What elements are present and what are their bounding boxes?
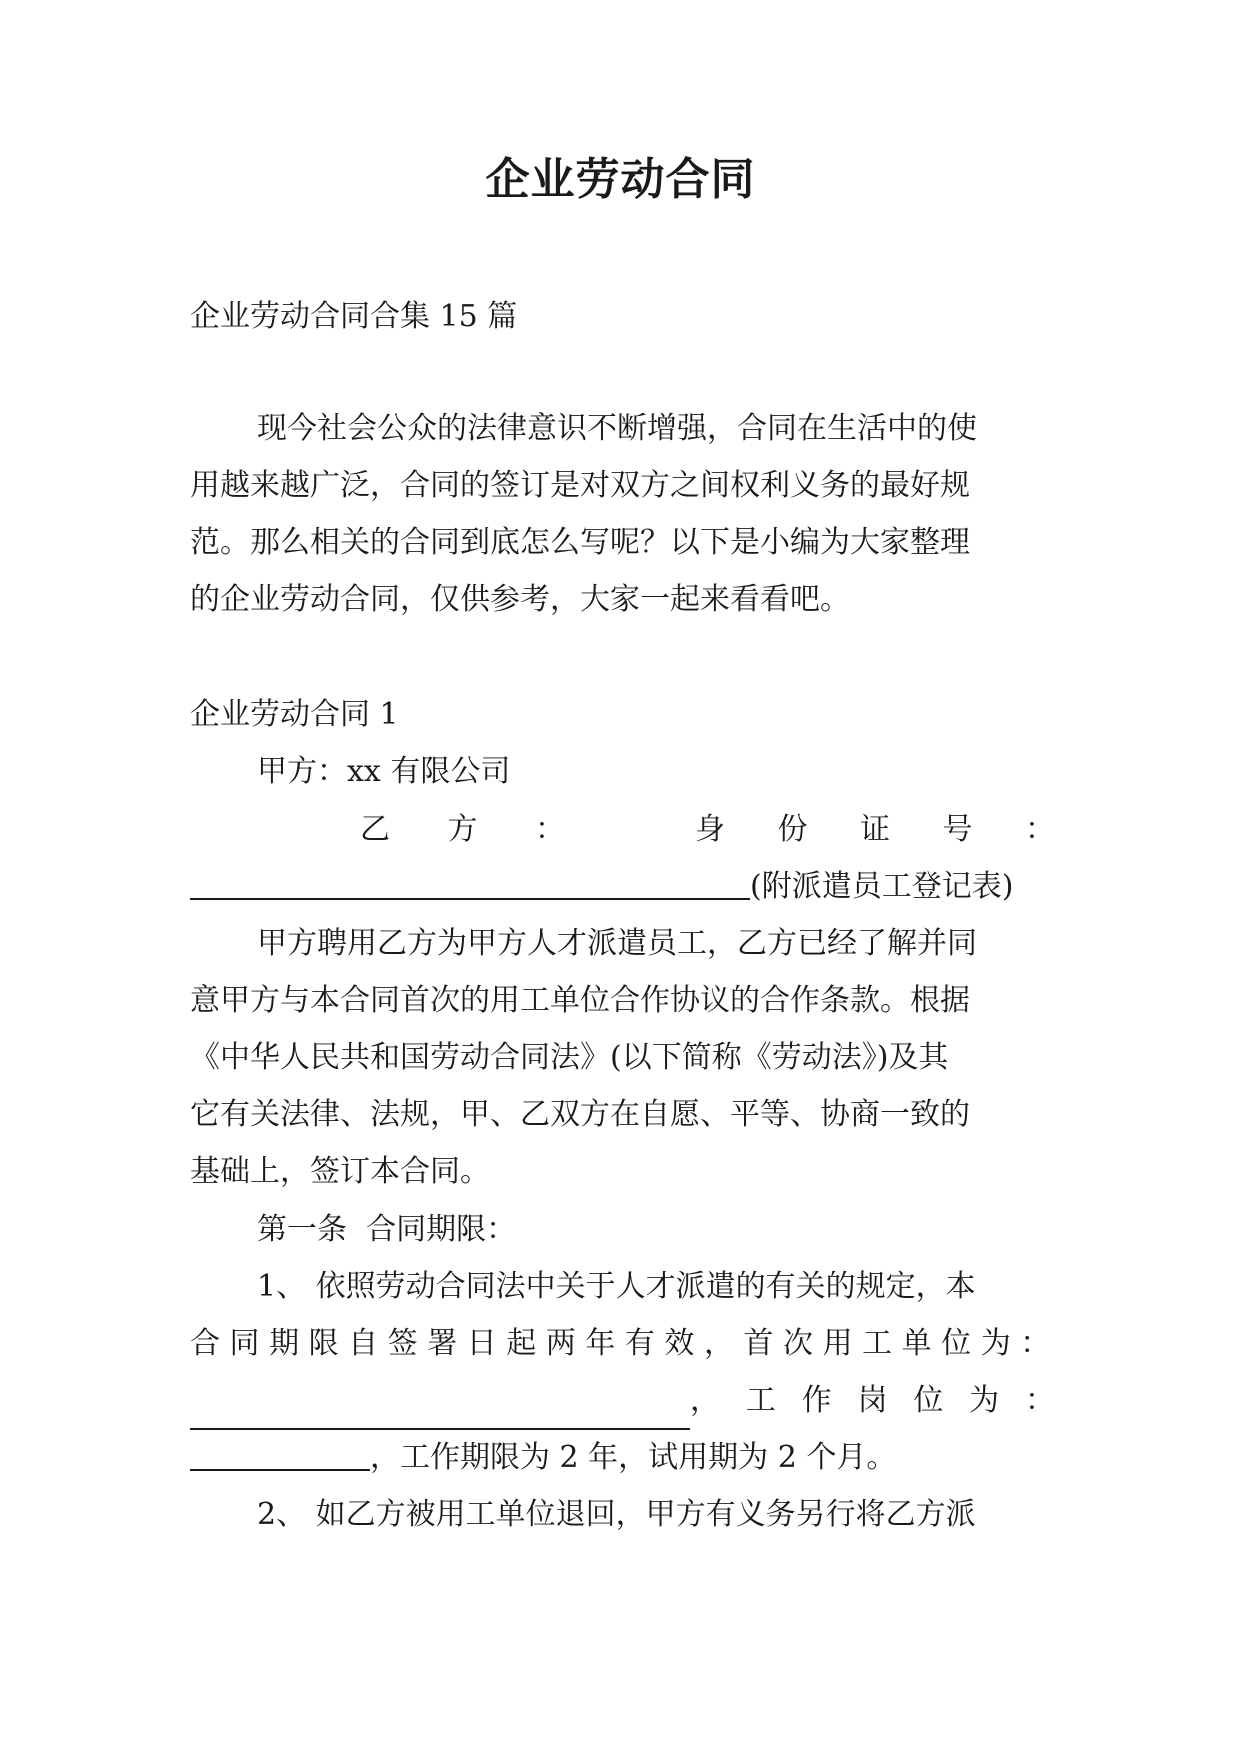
position-char: 作 bbox=[801, 1383, 832, 1418]
clause-1-line-2: 合 同 期 限 自 签 署 日 起 两 年 有 效 ， 首 次 用 工 单 位 为 ： bbox=[190, 1326, 1051, 1361]
position-char: 岗 bbox=[857, 1383, 888, 1418]
intro-line-2: 用越来越广泛，合同的签订是对双方之间权利义务的最好规 bbox=[190, 468, 970, 503]
section-heading: 企业劳动合同 1 bbox=[190, 697, 399, 732]
intro-line-4: 的企业劳动合同，仅供参考，大家一起来看看吧。 bbox=[190, 582, 850, 617]
body-line-1: 甲方聘用乙方为甲方人才派遣员工，乙方已经了解并同 bbox=[257, 926, 977, 961]
party-b-line bbox=[360, 801, 1055, 859]
document-title: 企业劳动合同 bbox=[485, 154, 756, 205]
body-line-2: 意甲方与本合同首次的用工单位合作协议的合作条款。根据 bbox=[190, 983, 970, 1018]
intro-line-1: 现今社会公众的法律意识不断增强，合同在生活中的使 bbox=[257, 411, 977, 446]
clause-2-line-1: 2、 如乙方被用工单位退回，甲方有义务另行将乙方派 bbox=[257, 1497, 976, 1532]
party-b-char: 乙 bbox=[360, 812, 390, 847]
id-number-char: ： bbox=[1025, 812, 1055, 847]
intro-line-3: 范。那么相关的合同到底怎么写呢？以下是小编为大家整理 bbox=[190, 525, 970, 560]
party-b-note: (附派遣员工登记表) bbox=[750, 869, 1014, 904]
clause-1-line-3 bbox=[190, 1372, 1055, 1430]
position-char: 为 bbox=[969, 1383, 1000, 1418]
party-b-char: ： bbox=[535, 812, 565, 847]
id-number-char: 号 bbox=[942, 812, 973, 847]
id-number-blank bbox=[190, 864, 750, 900]
body-line-4: 它有关法律、法规，甲、乙双方在自愿、平等、协商一致的 bbox=[190, 1097, 970, 1132]
body-line-5: 基础上，签订本合同。 bbox=[190, 1154, 490, 1189]
position-char: ： bbox=[1024, 1383, 1055, 1418]
body-line-3: 《中华人民共和国劳动合同法》(以下简称《劳动法》)及其 bbox=[190, 1040, 949, 1075]
position-char: ， bbox=[690, 1383, 720, 1418]
party-b-blank-line bbox=[190, 858, 1055, 916]
clause-1-line-4 bbox=[190, 1429, 1055, 1487]
article-1-heading: 第一条 合同期限： bbox=[257, 1212, 517, 1247]
position-char: 位 bbox=[913, 1383, 944, 1418]
position-char: 工 bbox=[745, 1383, 776, 1418]
party-b-char: 方 bbox=[447, 812, 478, 847]
clause-1-line-1: 1、 依照劳动合同法中关于人才派遣的有关的规定，本 bbox=[257, 1269, 976, 1304]
party-a-line: 甲方：xx 有限公司 bbox=[257, 754, 511, 789]
id-number-char: 身 bbox=[695, 812, 725, 847]
id-number-char: 份 bbox=[777, 812, 808, 847]
document-subtitle: 企业劳动合同合集 15 篇 bbox=[190, 299, 518, 334]
clause-1-line-4-text: ，工作期限为 2 年，试用期为 2 个月。 bbox=[370, 1440, 897, 1475]
position-blank bbox=[190, 1435, 370, 1471]
employer-blank bbox=[190, 1394, 690, 1430]
id-number-char: 证 bbox=[860, 812, 890, 847]
